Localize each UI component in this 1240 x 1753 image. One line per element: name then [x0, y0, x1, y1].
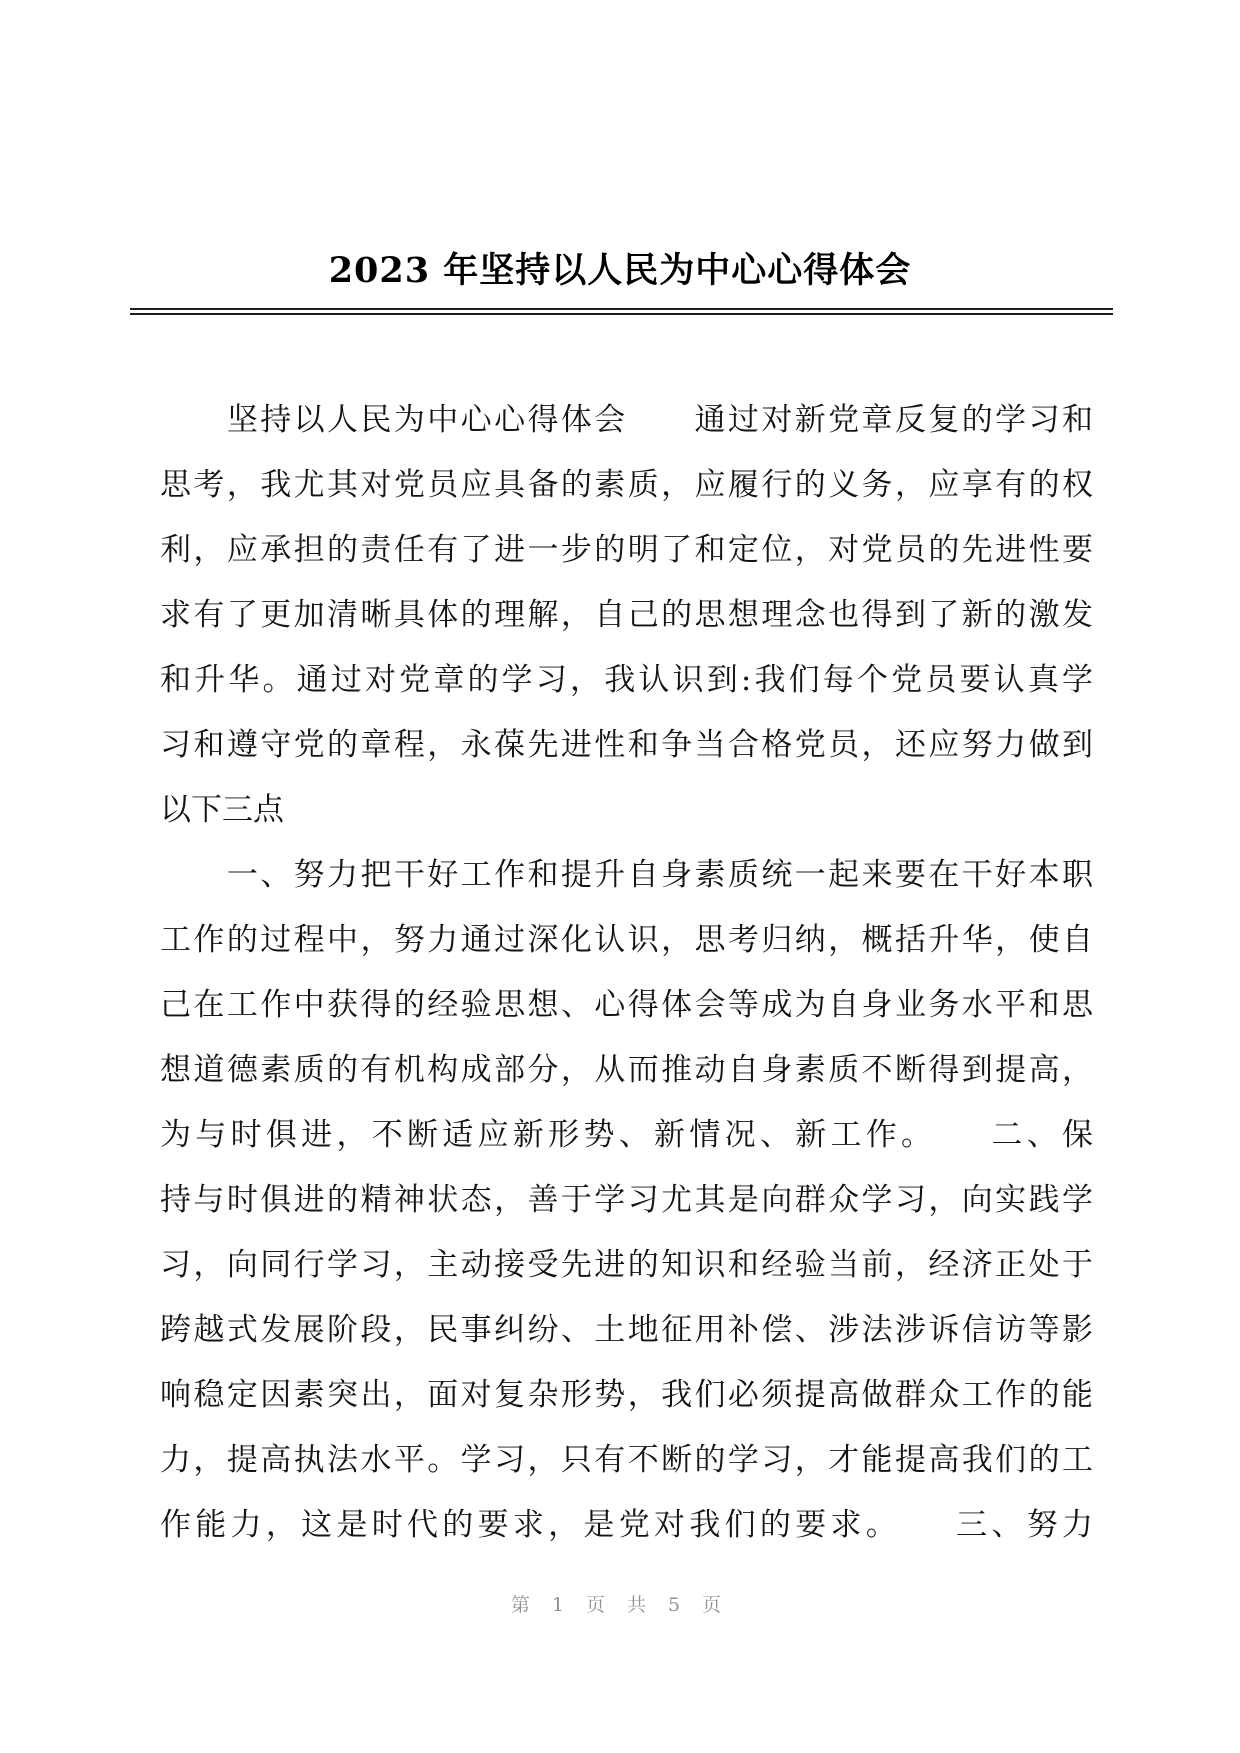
body-line: 力，提高执法水平。学习，只有不断的学习，才能提高我们的工 [160, 1442, 1093, 1478]
body-line: 工作的过程中，努力通过深化认识，思考归纳，概括升华，使自 [160, 922, 1093, 958]
body-line: 习，向同行学习，主动接受先进的知识和经验当前，经济正处于 [160, 1247, 1093, 1283]
body-line: 跨越式发展阶段，民事纠纷、土地征用补偿、涉法涉诉信访等影 [160, 1312, 1093, 1348]
body-line: 和升华。通过对党章的学习，我认识到:我们每个党员要认真学 [160, 662, 1093, 698]
document-body [160, 388, 1093, 1558]
document-title: 2023 年坚持以人民为中心心得体会 [328, 250, 912, 291]
body-line: 想道德素质的有机构成部分，从而推动自身素质不断得到提高， [160, 1052, 1093, 1088]
body-line: 己在工作中获得的经验思想、心得体会等成为自身业务水平和思 [160, 987, 1093, 1023]
title-double-rule [130, 308, 1113, 315]
body-line: 作能力，这是时代的要求，是党对我们的要求。 三、努力 [160, 1507, 1093, 1543]
body-line: 为与时俱进，不断适应新形势、新情况、新工作。 二、保 [160, 1117, 1093, 1153]
body-line: 求有了更加清晰具体的理解，自己的思想理念也得到了新的激发 [160, 597, 1093, 633]
body-line: 利，应承担的责任有了进一步的明了和定位，对党员的先进性要 [160, 532, 1093, 568]
page-footer: 第 1 页 共 5 页 [510, 1594, 730, 1616]
body-line: 持与时俱进的精神状态，善于学习尤其是向群众学习，向实践学 [160, 1182, 1093, 1218]
body-line: 思考，我尤其对党员应具备的素质，应履行的义务，应享有的权 [160, 467, 1093, 503]
body-line: 坚持以人民为中心心得体会 通过对新党章反复的学习和 [160, 402, 1093, 438]
body-line: 以下三点 [160, 792, 284, 828]
body-line: 响稳定因素突出，面对复杂形势，我们必须提高做群众工作的能 [160, 1377, 1093, 1413]
body-line: 一、努力把干好工作和提升自身素质统一起来要在干好本职 [160, 857, 1093, 893]
body-line: 习和遵守党的章程，永葆先进性和争当合格党员，还应努力做到 [160, 727, 1093, 763]
